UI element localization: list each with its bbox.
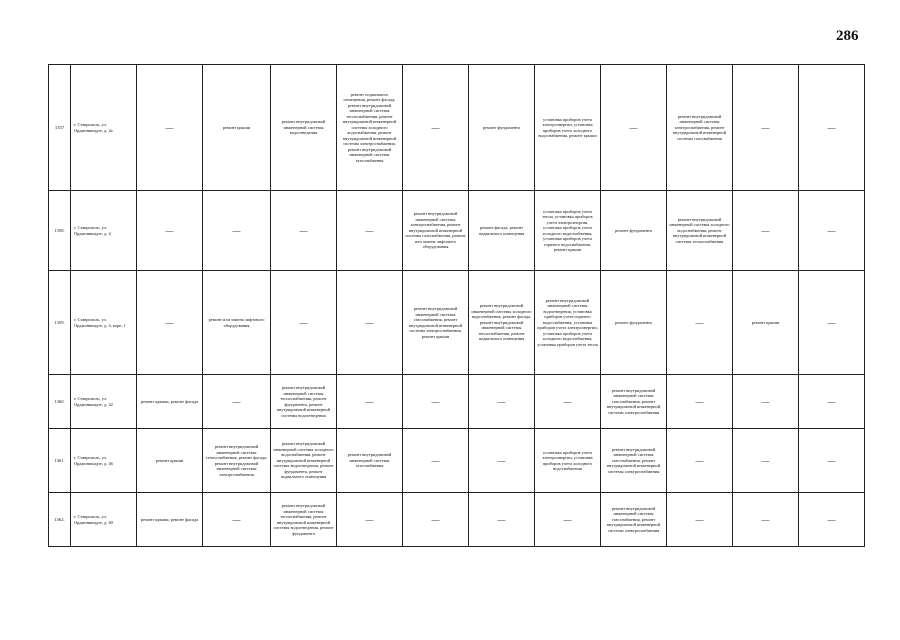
empty-dash: — <box>695 455 704 465</box>
work-cell: ремонт внутридомовой инженерной системы газоснабжения, ремонт внутридомовой инженерной системы электроснабжения <box>601 493 667 547</box>
work-cell: ремонт внутридомовой инженерной системы газоснабжения <box>337 429 403 493</box>
table-row <box>49 375 865 429</box>
work-cell <box>799 65 865 191</box>
empty-dash: — <box>232 396 241 406</box>
work-cell: ремонт крыши <box>137 429 203 493</box>
work-cell <box>203 191 271 271</box>
work-cell: ремонт фундамента <box>469 65 535 191</box>
work-cell: ремонт внутридомовой инженерной системы электроснабжения, ремонт внутридомовой инженерной системы газоснабжения <box>667 65 733 191</box>
empty-dash: — <box>431 514 440 524</box>
row-number: 1357 <box>49 65 71 191</box>
row-number: 1361. <box>49 429 71 493</box>
empty-dash: — <box>761 122 770 132</box>
empty-dash: — <box>695 317 704 327</box>
work-cell <box>799 429 865 493</box>
work-cell <box>337 191 403 271</box>
empty-dash: — <box>431 396 440 406</box>
work-cell: ремонт фундамента <box>601 191 667 271</box>
work-cell: ремонт внутридомовой инженерной системы теплоснабжения, ремонт внутридомовой инженерной системы водоотведения, ремонт фундамента <box>271 493 337 547</box>
work-cell <box>337 493 403 547</box>
work-cell <box>203 493 271 547</box>
work-cell <box>337 375 403 429</box>
empty-dash: — <box>827 396 836 406</box>
work-cell: ремонт внутридомовой инженерной системы холодного водоснабжения, ремонт внутридомовой инженерной системы водоотведения, ремонт фундамента, ремонт подвального помещения <box>271 429 337 493</box>
work-cell <box>271 191 337 271</box>
address-cell: г. Ставрополь, ул. Орджоникидзе, д. 42 <box>71 375 137 429</box>
empty-dash: — <box>497 455 506 465</box>
row-number: 1359. <box>49 271 71 375</box>
empty-dash: — <box>827 455 836 465</box>
work-cell <box>203 375 271 429</box>
table-row <box>49 65 865 191</box>
empty-dash: — <box>365 396 374 406</box>
work-cell: ремонт крыши <box>203 65 271 191</box>
empty-dash: — <box>497 396 506 406</box>
empty-dash: — <box>695 514 704 524</box>
empty-dash: — <box>563 396 572 406</box>
address-cell: г. Ставрополь, ул. Орджоникидзе, д. 46 <box>71 429 137 493</box>
page-number: 286 <box>836 28 859 44</box>
empty-dash: — <box>165 122 174 132</box>
table-row <box>49 493 865 547</box>
work-cell <box>535 493 601 547</box>
empty-dash: — <box>827 317 836 327</box>
empty-dash: — <box>165 225 174 235</box>
empty-dash: — <box>165 317 174 327</box>
work-cell <box>601 65 667 191</box>
work-cell: установка приборов учета тепла, установка приборов учета электроэнергии, установка приборов учета холодного водоснабжения, установка приборов учета горячего водоснабжения, ремонт крыши <box>535 191 601 271</box>
work-cell <box>799 375 865 429</box>
work-cell <box>799 191 865 271</box>
address-cell: г. Ставрополь, ул. Орджоникидзе, д. 2а <box>71 65 137 191</box>
work-cell <box>403 429 469 493</box>
empty-dash: — <box>365 514 374 524</box>
row-number: 1358. <box>49 191 71 271</box>
empty-dash: — <box>827 514 836 524</box>
work-cell <box>733 375 799 429</box>
work-cell: ремонт внутридомовой инженерной системы водоотведения, установка приборов учета горячего водоснабжения, установка приборов учета электроэнергии, установка приборов учета холодного водоснабжения, установка приборов учета тепла <box>535 271 601 375</box>
work-cell <box>799 493 865 547</box>
work-cell <box>667 271 733 375</box>
work-cell: ремонт внутридомовой инженерной системы теплоснабжения, ремонт фундамента, ремонт внутридомовой инженерной системы водоотведения <box>271 375 337 429</box>
work-cell: ремонт внутридомовой инженерной системы газоснабжения, ремонт внутридомовой инженерной системы электроснабжения, ремонт крыши <box>403 271 469 375</box>
work-cell: ремонт или замена лифтового оборудования <box>203 271 271 375</box>
work-cell: ремонт крыши, ремонт фасада <box>137 375 203 429</box>
work-cell <box>403 65 469 191</box>
empty-dash: — <box>761 455 770 465</box>
work-cell <box>469 375 535 429</box>
work-cell <box>137 191 203 271</box>
work-cell <box>667 429 733 493</box>
work-cell: ремонт внутридомовой инженерной системы теплоснабжения, ремонт фасада, ремонт внутридомовой инженерной системы электроснабжения <box>203 429 271 493</box>
empty-dash: — <box>827 122 836 132</box>
work-cell: ремонт внутридомовой инженерной системы газоснабжения, ремонт внутридомовой инженерной системы электроснабжения <box>601 375 667 429</box>
work-cell <box>403 375 469 429</box>
empty-dash: — <box>365 317 374 327</box>
work-cell <box>271 271 337 375</box>
work-cell <box>535 375 601 429</box>
work-cell: ремонт подвального помещения, ремонт фасада, ремонт внутридомовой инженерной системы теплоснабжения, ремонт внутридомовой инженерной системы холодного водоснабжения, ремонт внутридомовой инженерной системы электроснабжения, ремонт внутридомовой инженерной системы газоснабжения <box>337 65 403 191</box>
empty-dash: — <box>761 396 770 406</box>
empty-dash: — <box>431 122 440 132</box>
empty-dash: — <box>299 225 308 235</box>
work-cell <box>733 191 799 271</box>
work-cell: ремонт внутридомовой инженерной системы газоснабжения, ремонт внутридомовой инженерной системы электроснабжения <box>601 429 667 493</box>
empty-dash: — <box>563 514 572 524</box>
work-cell: ремонт фундамента <box>601 271 667 375</box>
work-cell <box>667 493 733 547</box>
work-cell <box>667 375 733 429</box>
table-row <box>49 191 865 271</box>
work-cell: установка приборов учета электроэнергии, установка приборов учета холодного водоснабжения, ремонт крыши <box>535 65 601 191</box>
empty-dash: — <box>431 455 440 465</box>
work-cell <box>733 429 799 493</box>
address-cell: г. Ставрополь, ул. Орджоникидзе, д. 4, корп. 1 <box>71 271 137 375</box>
empty-dash: — <box>497 514 506 524</box>
work-cell <box>137 65 203 191</box>
row-number: 1362. <box>49 493 71 547</box>
table-row <box>49 271 865 375</box>
work-cell <box>137 271 203 375</box>
work-cell <box>469 493 535 547</box>
work-cell: ремонт фасада, ремонт подвального помещения <box>469 191 535 271</box>
row-number: 1360. <box>49 375 71 429</box>
work-cell: ремонт внутридомовой инженерной системы холодного водоснабжения, ремонт внутридомовой инженерной системы теплоснабжения <box>667 191 733 271</box>
work-cell <box>799 271 865 375</box>
address-cell: г. Ставрополь, ул. Орджоникидзе, д. 4 <box>71 191 137 271</box>
work-cell: ремонт внутридомовой инженерной системы электроснабжения, ремонт внутридомовой инженерной системы газоснабжения, ремонт или замена лифтового оборудования <box>403 191 469 271</box>
work-cell <box>469 429 535 493</box>
address-cell: г. Ставрополь, ул. Орджоникидзе, д. 60 <box>71 493 137 547</box>
capital-repair-table <box>48 64 865 547</box>
empty-dash: — <box>827 225 836 235</box>
work-cell <box>403 493 469 547</box>
empty-dash: — <box>232 225 241 235</box>
work-cell: ремонт крыши, ремонт фасада <box>137 493 203 547</box>
table-row <box>49 429 865 493</box>
empty-dash: — <box>629 122 638 132</box>
work-cell: ремонт крыши <box>733 271 799 375</box>
empty-dash: — <box>761 225 770 235</box>
work-cell <box>733 493 799 547</box>
empty-dash: — <box>761 514 770 524</box>
work-cell <box>733 65 799 191</box>
empty-dash: — <box>299 317 308 327</box>
empty-dash: — <box>365 225 374 235</box>
empty-dash: — <box>695 396 704 406</box>
empty-dash: — <box>232 514 241 524</box>
work-cell <box>337 271 403 375</box>
work-cell: ремонт внутридомовой инженерной системы холодного водоснабжения, ремонт фасада, ремонт внутридомовой инженерной системы теплоснабжения, ремонт подвального помещения <box>469 271 535 375</box>
work-cell: ремонт внутридомовой инженерной системы водоотведения <box>271 65 337 191</box>
work-cell: установка приборов учета электроэнергии, установка приборов учета холодного водоснабжения <box>535 429 601 493</box>
